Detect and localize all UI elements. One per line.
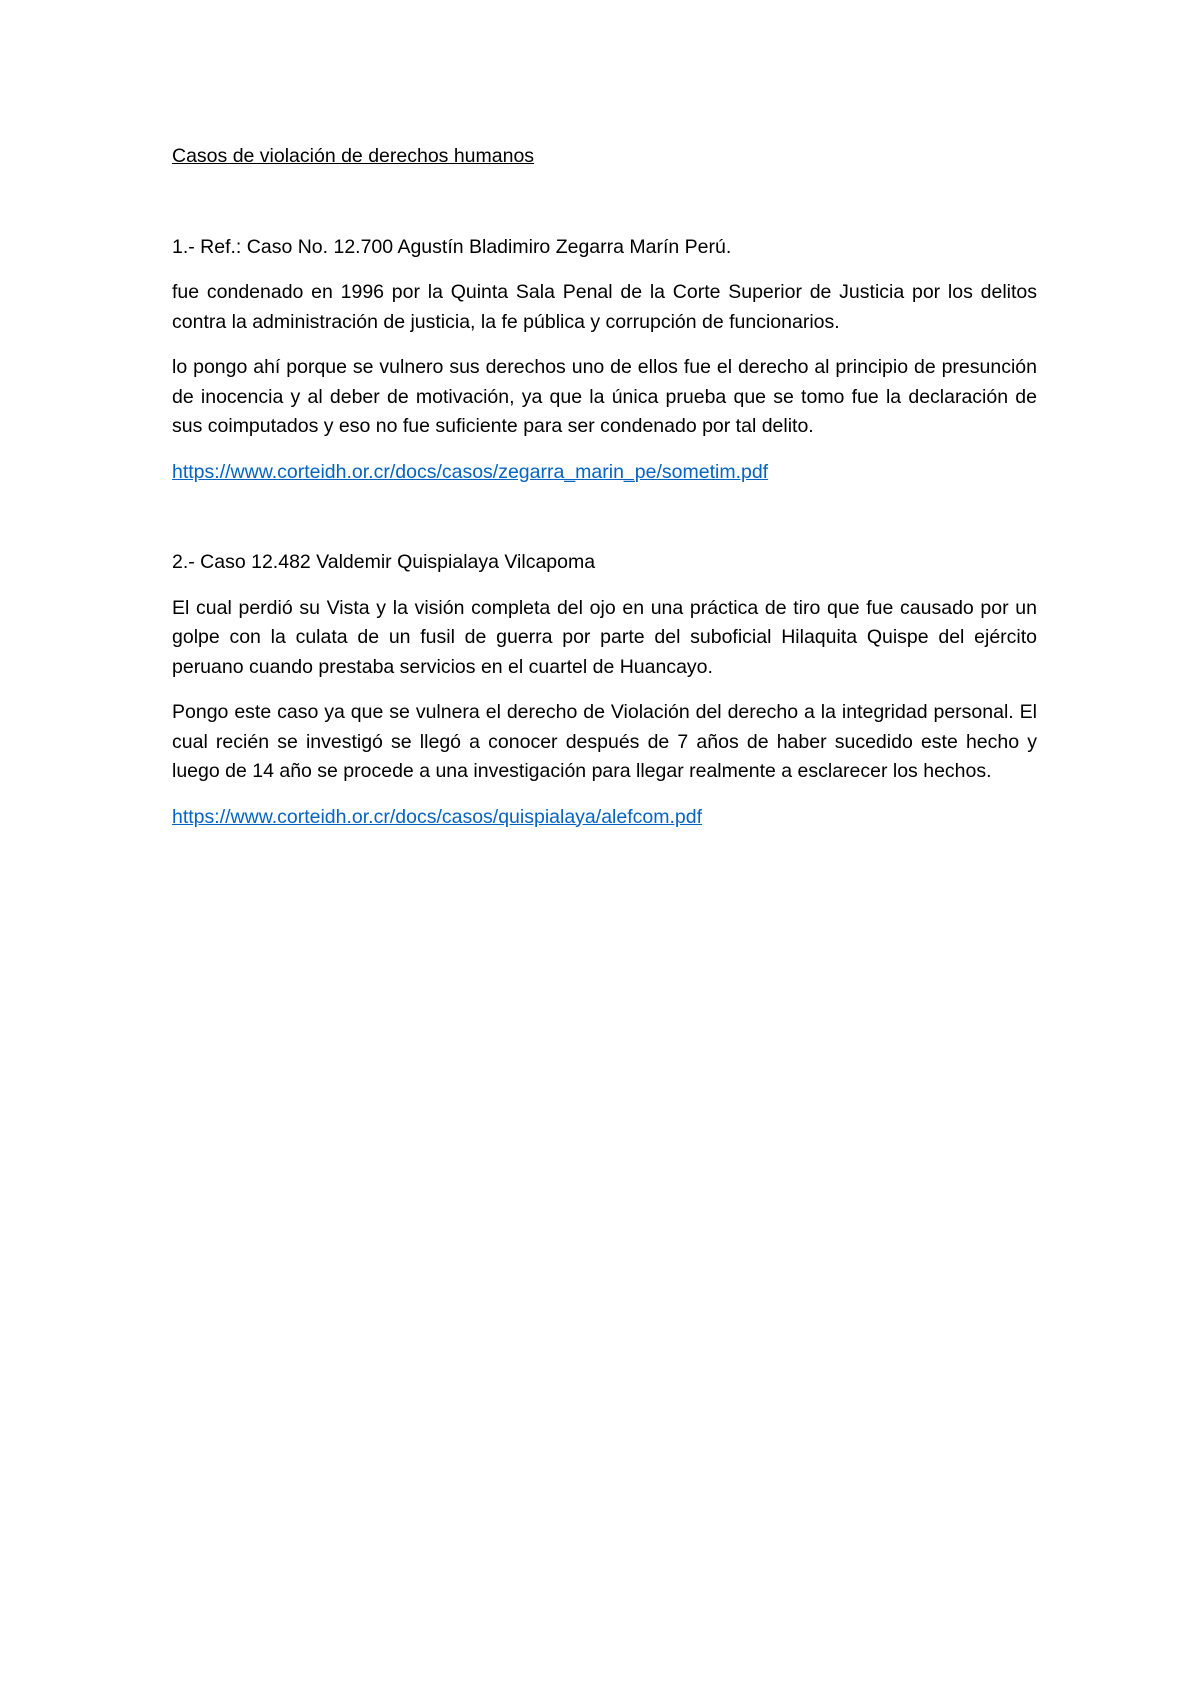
case-2-description: El cual perdió su Vista y la visión completa del ojo en una práctica de tiro que fue causado por un golpe con la culata de un fusil de guerra por parte del suboficial Hilaquita Quispe del ejército peruano cuando prestaba servicios en el cuartel de Huancayo. — [172, 596, 1037, 678]
document-title: Casos de violación de derechos humanos — [172, 145, 535, 167]
case-1-reason: lo pongo ahí porque se vulnero sus derechos uno de ellos fue el derecho al principio de presunción de inocencia y al deber de motivación, ya que la única prueba que se tomo fue la declaración de sus coimputados y eso no fue suficiente para ser condenado por tal delito. — [172, 356, 1037, 437]
case-2-link-wrapper — [172, 803, 1037, 833]
case-1-description: fue condenado en 1996 por la Quinta Sala Penal de la Corte Superior de Justicia por los delitos contra la administración de justicia, la fe pública y corrupción de funcionarios. — [172, 281, 1037, 333]
case-2-reason: Pongo este caso ya que se vulnera el derecho de Violación del derecho a la integridad personal. El cual recién se investigó se llegó a conocer después de 7 años de haber sucedido este hecho y luego de 14 año se procede a una investigación para llegar realmente a esclarecer los hechos. — [172, 701, 1037, 782]
case-1-heading: 1.- Ref.: Caso No. 12.700 Agustín Bladimiro Zegarra Marín Perú. — [172, 235, 732, 258]
document-body — [172, 142, 1037, 832]
case-2-source-link[interactable]: https://www.corteidh.or.cr/docs/casos/quispialaya/alefcom.pdf — [172, 805, 703, 828]
case-1 — [172, 233, 1037, 488]
case-2-heading: 2.- Caso 12.482 Valdemir Quispialaya Vilcapoma — [172, 551, 596, 573]
case-2 — [172, 548, 1037, 832]
case-1-link-wrapper — [172, 458, 1037, 488]
case-1-source-link[interactable]: https://www.corteidh.or.cr/docs/casos/zegarra_marin_pe/sometim.pdf — [172, 460, 769, 483]
